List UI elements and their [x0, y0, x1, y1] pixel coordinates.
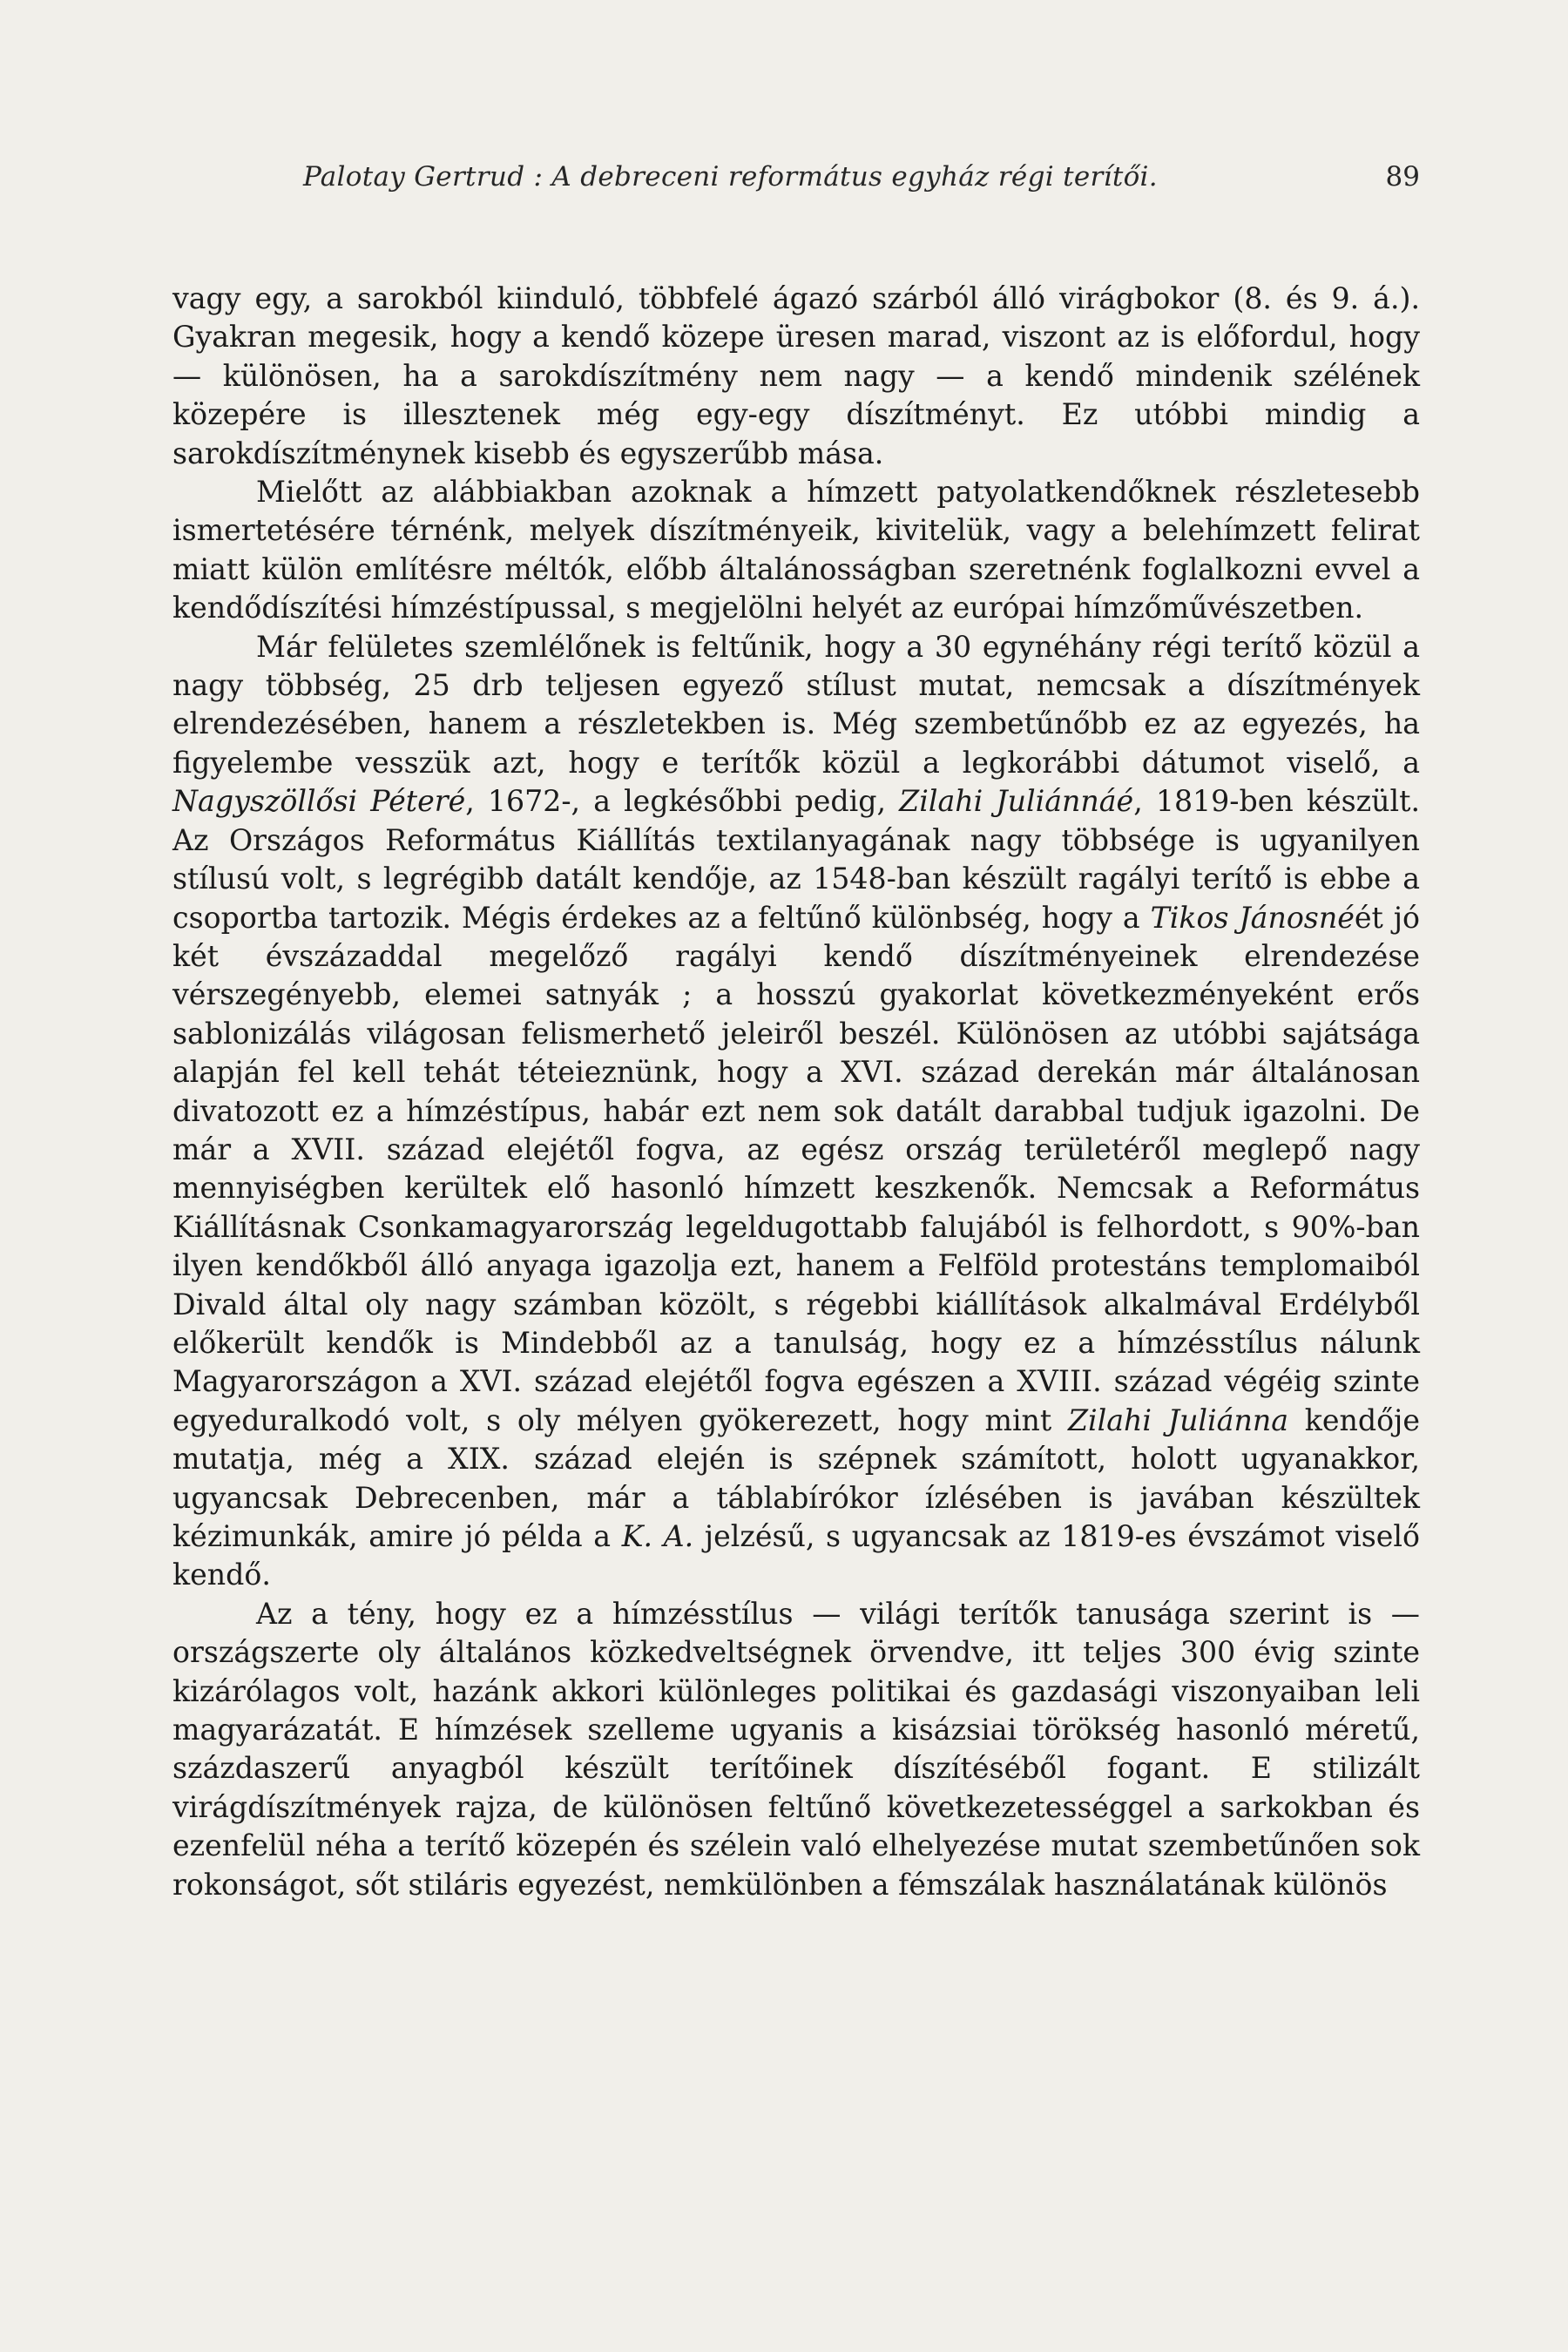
text-run: Az a tény, hogy ez a hímzésstílus — világi terítők tanusága szerint is — országszerte oly általános közkedveltségnek örvendve, itt teljes 300 évig szinte kizárólagos volt, hazánk akkori különleges politikai és gazdasági viszonyaiban leli magyarázatát. E hímzések szelleme ugyanis a kisázsiai törökség hasonló méretű, százdaszerű anyagból készült terítőinek díszítéséből fogant. E stilizált virágdíszítmények rajza, de különösen feltűnő következetességgel a sarkokban és ezenfelül néha a terítő közepén és szélein való elhelyezése mutat szembetűnően sok rokonságot, sőt stiláris egyezést, nemkülönben a fémszálak használatának különös: [172, 1596, 1420, 1902]
italic-name-zilahi-julianna: Zilahi Juliánna: [1067, 1402, 1288, 1437]
text-run: kendője mutatja, még a XIX. század elején is szépnek számított, holott ugyanakkor, ugyancsak Debrecenben, már a táblabírókor ízlésében is javában készültek kézimunkák, amire jó példa a: [172, 1402, 1420, 1553]
body-text: [172, 280, 1420, 1904]
text-run: , 1819-ben készült. Az Országos Református Kiállítás textilanyagának nagy többsége is ugyanilyen stílusú volt, s legrégibb datált kendője, az 1548-ban készült ragályi terítő is ebbe a csoportba tartozik. Mégis érdekes az a feltűnő különbség, hogy a: [172, 784, 1420, 935]
paragraph-2: [172, 473, 1420, 628]
text-run: Már felületes szemlélőnek is feltűnik, hogy a 30 egynéhány régi terítő közül a nagy többség, 25 drb teljesen egyező stílust mutat, nemcsak a díszítmények elrendezésében, hanem a részletekben is. Még szembetűnőbb ez az egyezés, ha figyelembe vesszük azt, hogy e terítők közül a legkorábbi dátumot viselő, a: [172, 629, 1420, 780]
paragraph-4: [172, 1595, 1420, 1904]
running-title: Palotay Gertrud : A debreceni református egyház régi terítői.: [303, 161, 1158, 193]
italic-name-tikos: Tikos Jánosné: [1150, 900, 1355, 935]
page-number: 89: [1385, 161, 1420, 193]
running-header: [172, 152, 1420, 201]
text-run: jelzésű, s ugyancsak az 1819-es évszámot viselő kendő.: [172, 1519, 1420, 1592]
paragraph-3: [172, 628, 1420, 1595]
paragraph-1: [172, 280, 1420, 473]
book-page: [172, 152, 1420, 2295]
italic-initials: K. A.: [621, 1519, 694, 1553]
italic-name-zilahi: Zilahi Juliánnáé: [899, 784, 1134, 819]
text-run: Mielőtt az alábbiakban azoknak a hímzett patyolatkendőknek részletesebb ismertetésére térnénk, melyek díszítményeik, kivitelük, vagy a belehímzett felirat miatt külön említésre méltók, előbb általánosságban szeretnénk foglalkozni evvel a kendődíszítési hímzéstípussal, s megjelölni helyét az európai hímzőművészetben.: [172, 475, 1420, 625]
italic-name-nagyszollosi: Nagyszöllősi Péteré: [172, 784, 466, 819]
text-run: , 1672-, a legkésőbbi pedig,: [465, 784, 900, 819]
text-run: vagy egy, a sarokból kiinduló, többfelé ágazó szárból álló virágbokor (8. és 9. á.). Gyakran megesik, hogy a kendő közepe üresen marad, viszont az is előfordul, hogy — különösen, ha a sarokdíszítmény nem nagy — a kendő mindenik szélének közepére is illesztenek még egy-egy díszítményt. Ez utóbbi mindig a sarokdíszítménynek kisebb és egyszerűbb mása.: [172, 281, 1420, 470]
text-run: ét jó két évszázaddal megelőző ragályi kendő díszítményeinek elrendezése vérszegényebb, elemei satnyák ; a hosszú gyakorlat következményeként erős sablonizálás világosan felismerhető jeleiről beszél. Különösen az utóbbi sajátsága alapján fel kell tehát téteieznünk, hogy a XVI. század derekán már általánosan divatozott ez a hímzéstípus, habár ezt nem sok datált darabbal tudjuk igazolni. De már a XVII. század elejétől fogva, az egész ország területéről meglepő nagy mennyiségben kerültek elő hasonló hímzett keszkenők. Nemcsak a Református Kiállításnak Csonkamagyarország legeldugottabb falujából is felhordott, s 90%-ban ilyen kendőkből álló anyaga igazolja ezt, hanem a Felföld protestáns templomaiból Divald által oly nagy számban közölt, s régebbi kiállítások alkalmával Erdélyből előkerült kendők is Mindebből az a tanulság, hogy ez a hímzésstílus nálunk Magyarországon a XVI. század elejétől fogva egészen a XVIII. század végéig szinte egyeduralkodó volt, s oly mélyen gyökerezett, hogy mint: [172, 900, 1420, 1437]
